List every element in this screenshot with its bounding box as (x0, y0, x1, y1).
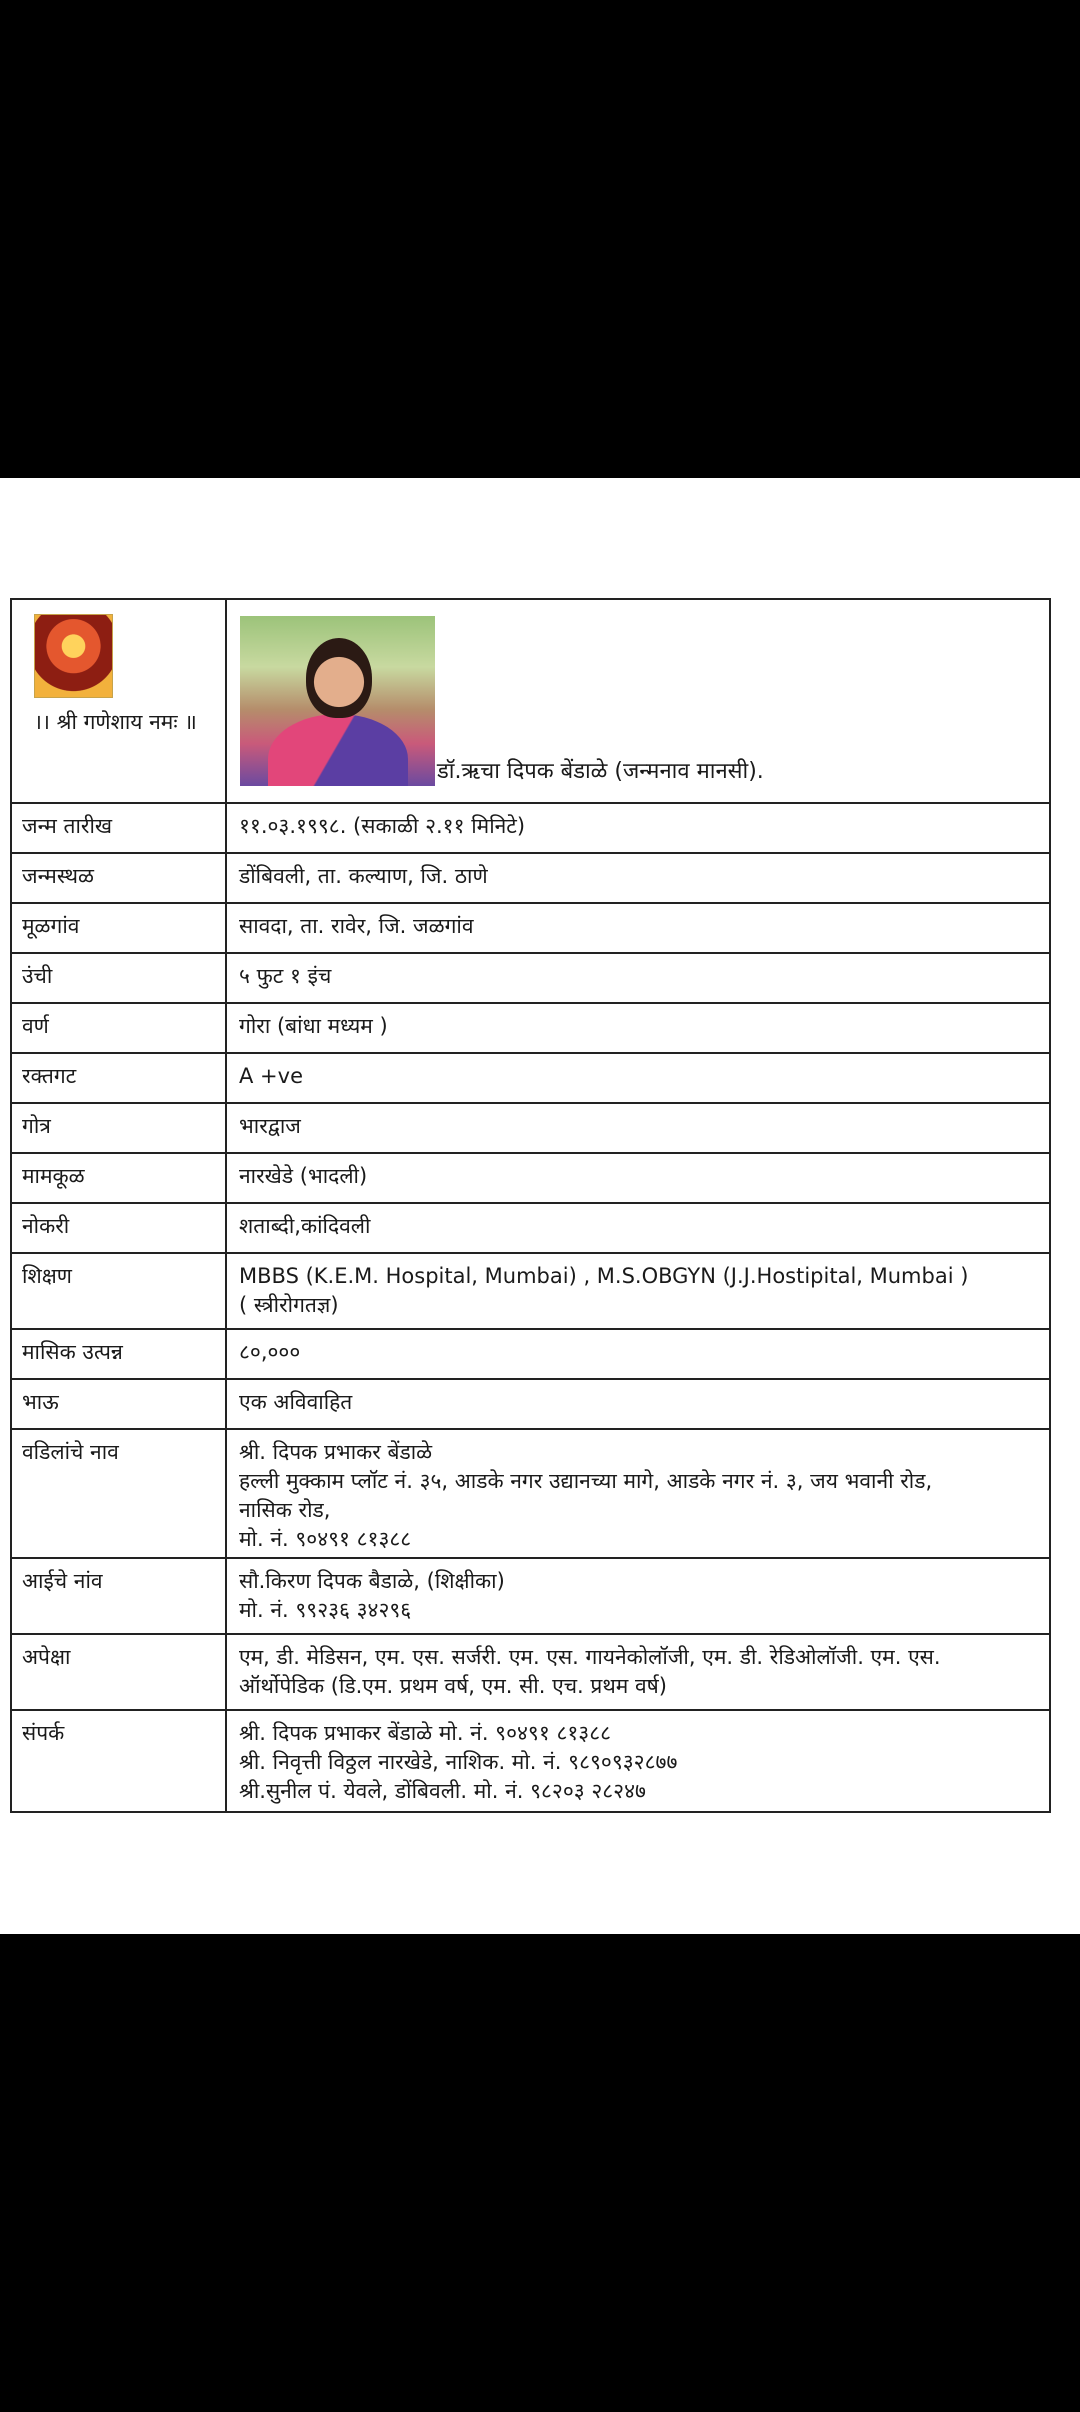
greeting-text: ।। श्री गणेशाय नमः ॥ (34, 710, 197, 734)
row-blood-group (11, 1053, 1050, 1103)
row-value: एक अविवाहित (226, 1379, 1050, 1429)
row-value: ८०,००० (226, 1329, 1050, 1379)
row-value: सावदा, ता. रावेर, जि. जळगांव (226, 903, 1050, 953)
row-label: जन्मस्थळ (11, 853, 226, 903)
row-height (11, 953, 1050, 1003)
row-value: भारद्वाज (226, 1103, 1050, 1153)
header-right-cell (226, 599, 1050, 803)
header-left-cell (11, 599, 226, 803)
row-value: एम, डी. मेडिसन, एम. एस. सर्जरी. एम. एस. गायनेकोलॉजी, एम. डी. रेडिओलॉजी. एम. एस. ऑर्थोपेडिक (डि.एम. प्रथम वर्ष, एम. सी. एच. प्रथम वर्ष) (226, 1634, 1050, 1710)
row-value: नारखेडे (भादली) (226, 1153, 1050, 1203)
row-monthly-income (11, 1329, 1050, 1379)
row-native-place (11, 903, 1050, 953)
profile-photo (240, 616, 435, 786)
row-maternal-clan (11, 1153, 1050, 1203)
profile-name: डॉ.ऋचा दिपक बेंडाळे (जन्मनाव मानसी). (437, 759, 764, 784)
row-value: ११.०३.१९९८. (सकाळी २.११ मिनिटे) (226, 803, 1050, 853)
row-birth-place (11, 853, 1050, 903)
bottom-black-bar (0, 1934, 1080, 2412)
row-label: भाऊ (11, 1379, 226, 1429)
row-label: शिक्षण (11, 1253, 226, 1329)
row-education (11, 1253, 1050, 1329)
header-row (11, 599, 1050, 803)
row-job (11, 1203, 1050, 1253)
row-label: नोकरी (11, 1203, 226, 1253)
top-black-bar (0, 0, 1080, 478)
row-label: रक्तगट (11, 1053, 226, 1103)
row-value: डोंबिवली, ता. कल्याण, जि. ठाणे (226, 853, 1050, 903)
row-label: वडिलांचे नाव (11, 1429, 226, 1558)
biodata-table (10, 598, 1051, 1813)
row-value: गोरा (बांधा मध्यम ) (226, 1003, 1050, 1053)
row-label: गोत्र (11, 1103, 226, 1153)
row-label: मूळगांव (11, 903, 226, 953)
row-birth-date (11, 803, 1050, 853)
ganesha-image (34, 614, 113, 698)
row-label: आईचे नांव (11, 1558, 226, 1634)
row-label: मासिक उत्पन्न (11, 1329, 226, 1379)
row-value: ५ फुट १ इंच (226, 953, 1050, 1003)
row-label: उंची (11, 953, 226, 1003)
row-label: अपेक्षा (11, 1634, 226, 1710)
row-gotra (11, 1103, 1050, 1153)
row-mother (11, 1558, 1050, 1634)
row-value: MBBS (K.E.M. Hospital, Mumbai) , M.S.OBGYN (J.J.Hostipital, Mumbai ) ( स्त्रीरोगतज्ञ) (226, 1253, 1050, 1329)
row-label: मामकूळ (11, 1153, 226, 1203)
row-value: श्री. दिपक प्रभाकर बेंडाळे मो. नं. ९०४९१ ८१३८८ श्री. निवृत्ती विठ्ठल नारखेडे, नाशिक. मो. नं. ९८९०९३२८७७ श्री.सुनील पं. येवले, डोंबिवली. मो. नं. ९८२०३ २८२४७ (226, 1710, 1050, 1812)
row-label: जन्म तारीख (11, 803, 226, 853)
row-value: श्री. दिपक प्रभाकर बेंडाळे हल्ली मुक्काम प्लॉट नं. ३५, आडके नगर उद्यानच्या मागे, आडके नगर नं. ३, जय भवानी रोड, नासिक रोड, मो. नं. ९०४९१ ८१३८८ (226, 1429, 1050, 1558)
row-value: शताब्दी,कांदिवली (226, 1203, 1050, 1253)
row-label: संपर्क (11, 1710, 226, 1812)
row-expectation (11, 1634, 1050, 1710)
row-contact (11, 1710, 1050, 1812)
row-complexion (11, 1003, 1050, 1053)
row-father (11, 1429, 1050, 1558)
row-label: वर्ण (11, 1003, 226, 1053)
row-brother (11, 1379, 1050, 1429)
row-value: सौ.किरण दिपक बैडाळे, (शिक्षीका) मो. नं. ९९२३६ ३४२९६ (226, 1558, 1050, 1634)
row-value: A +ve (226, 1053, 1050, 1103)
